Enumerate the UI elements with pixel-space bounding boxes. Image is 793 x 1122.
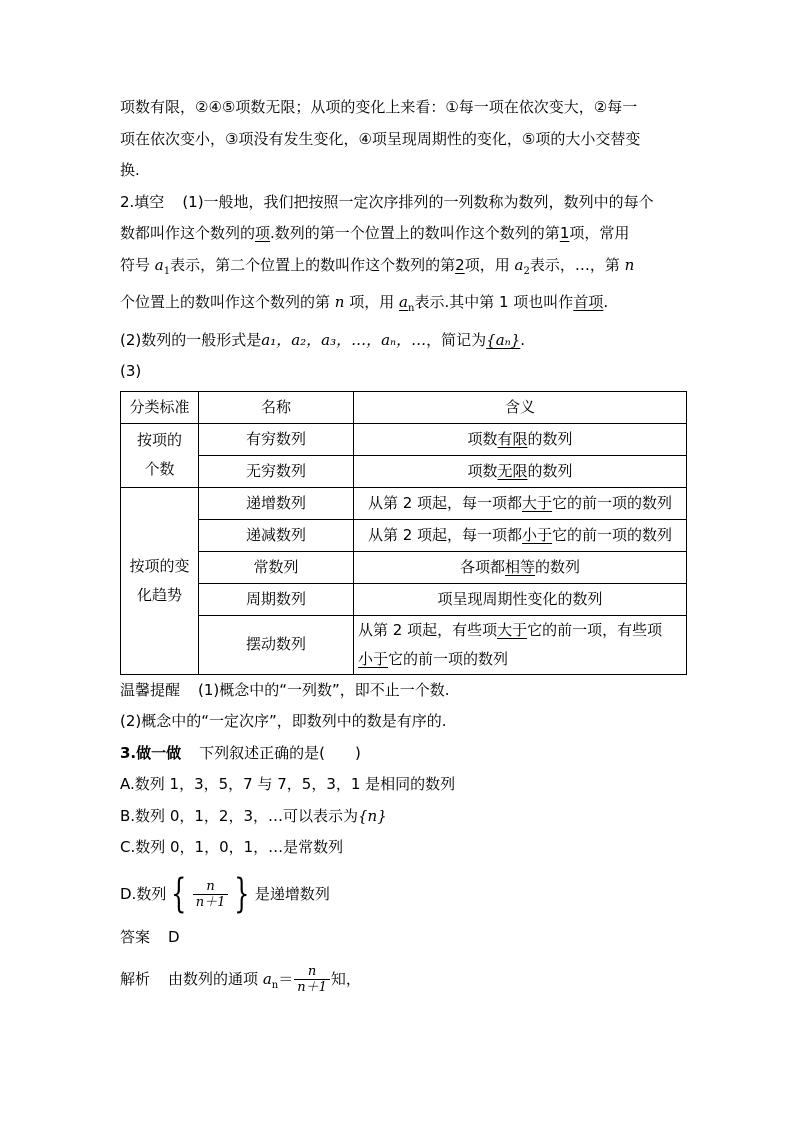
table-cell-name: 有穷数列 [199,423,354,455]
answer-line [120,922,686,954]
table-cell-meaning: 从第 2 项起，每一项都小于它的前一项的数列 [354,519,687,551]
table-row [121,487,687,519]
option-b: B.数列 0，1，2，3，…可以表示为{n} [120,806,387,825]
table-header-cell: 名称 [199,391,354,423]
table-cell-meaning: 项数有限的数列 [354,423,687,455]
blank-first: 1 [559,224,570,242]
table-cell-meaning: 项呈现周期性变化的数列 [354,583,687,615]
section-2-line-6: (3) [120,362,142,380]
table-header-cell: 含义 [354,391,687,423]
analysis-label: 解析 [120,970,151,988]
table-cell-name: 常数列 [199,551,354,583]
tip-line-2: (2)概念中的“一定次序”，即数列中的数是有序的. [120,712,447,730]
section-2-line-5: (2)数列的一般形式是a₁，a₂，a₃，…，aₙ，…，简记为{aₙ}. [120,330,526,349]
table-header-row [121,391,687,423]
sequence-brace: { $\frac{n}{n+1}$ } [171,871,250,917]
blank-an: $a_n$ [399,293,415,314]
option-a: A.数列 1，3，5，7 与 7，5，3，1 是相同的数列 [120,775,456,793]
section-3-label: 3.做一做 [120,743,182,762]
table-cell-meaning: 从第 2 项起，每一项都大于它的前一项的数列 [354,487,687,519]
section-2-line-2: 数都叫作这个数列的项.数列的第一个位置上的数叫作这个数列的第1项，常用 [120,224,630,242]
section-2-line-4: 个位置上的数叫作这个数列的第 n 项，用 $a_n$表示.其中第 1 项也叫作首项. [120,293,609,314]
table-row [121,519,687,551]
table-row [121,455,687,487]
section-2-line-3: 符号 $a_1$表示，第二个位置上的数叫作这个数列的第2项，用 $a_2$表示，…，第 n [120,255,635,277]
document-page [120,92,686,1006]
tip-label: 温馨提醒 [120,680,181,699]
section-3-question: 3.做一做 下列叙述正确的是( ) [120,743,361,762]
table-cell-name: 摆动数列 [199,615,354,674]
section-2-label: 2.填空 [120,192,165,211]
blank-term: 项 [255,224,271,242]
table-cell-meaning: 从第 2 项起，有些项大于它的前一项，有些项 小于它的前一项的数列 [354,615,687,674]
fraction: $\frac{n}{n+1}$ [294,964,330,995]
option-c: C.数列 0，1，0，1，…是常数列 [120,838,344,856]
blank-notation: {aₙ} [486,330,521,349]
intro-line-1: 项数有限，②④⑤项数无限；从项的变化上来看：①每一项在依次变大，②每一 [120,98,638,116]
table-row [121,615,687,674]
table-header-cell: 分类标准 [121,391,199,423]
classification-table [120,391,687,675]
table-cell-name: 递增数列 [199,487,354,519]
option-d: D.数列 { $\frac{n}{n+1}$ } 是递增数列 [120,871,330,917]
section-2-line-1: 2.填空 (1)一般地，我们把按照一定次序排列的一列数称为数列，数列中的每个 [120,192,654,211]
analysis-line: 解析 由数列的通项 $a_n=$ $\frac{n}{n+1}$ 知， [120,964,361,995]
answer-value: D [168,927,180,946]
table-row [121,423,687,455]
table-cell-name: 无穷数列 [199,455,354,487]
table-row [121,583,687,615]
blank-second: 2 [455,255,465,274]
table-cell-name: 周期数列 [199,583,354,615]
table-row [121,551,687,583]
group-label-trend: 按项的变 化趋势 [121,487,199,674]
table-cell-meaning: 各项都相等的数列 [354,551,687,583]
tip-line-1: 温馨提醒 (1)概念中的“一列数”，即不止一个数. [120,680,450,699]
table-cell-name: 递减数列 [199,519,354,551]
group-label-count: 按项的 个数 [121,423,199,487]
blank-first-term: 首项 [573,293,604,311]
intro-line-3: 换. [120,161,140,179]
answer-label: 答案 [120,927,151,946]
intro-line-2: 项在依次变小，③项没有发生变化，④项呈现周期性的变化，⑤项的大小交替变 [120,129,641,148]
table-cell-meaning: 项数无限的数列 [354,455,687,487]
